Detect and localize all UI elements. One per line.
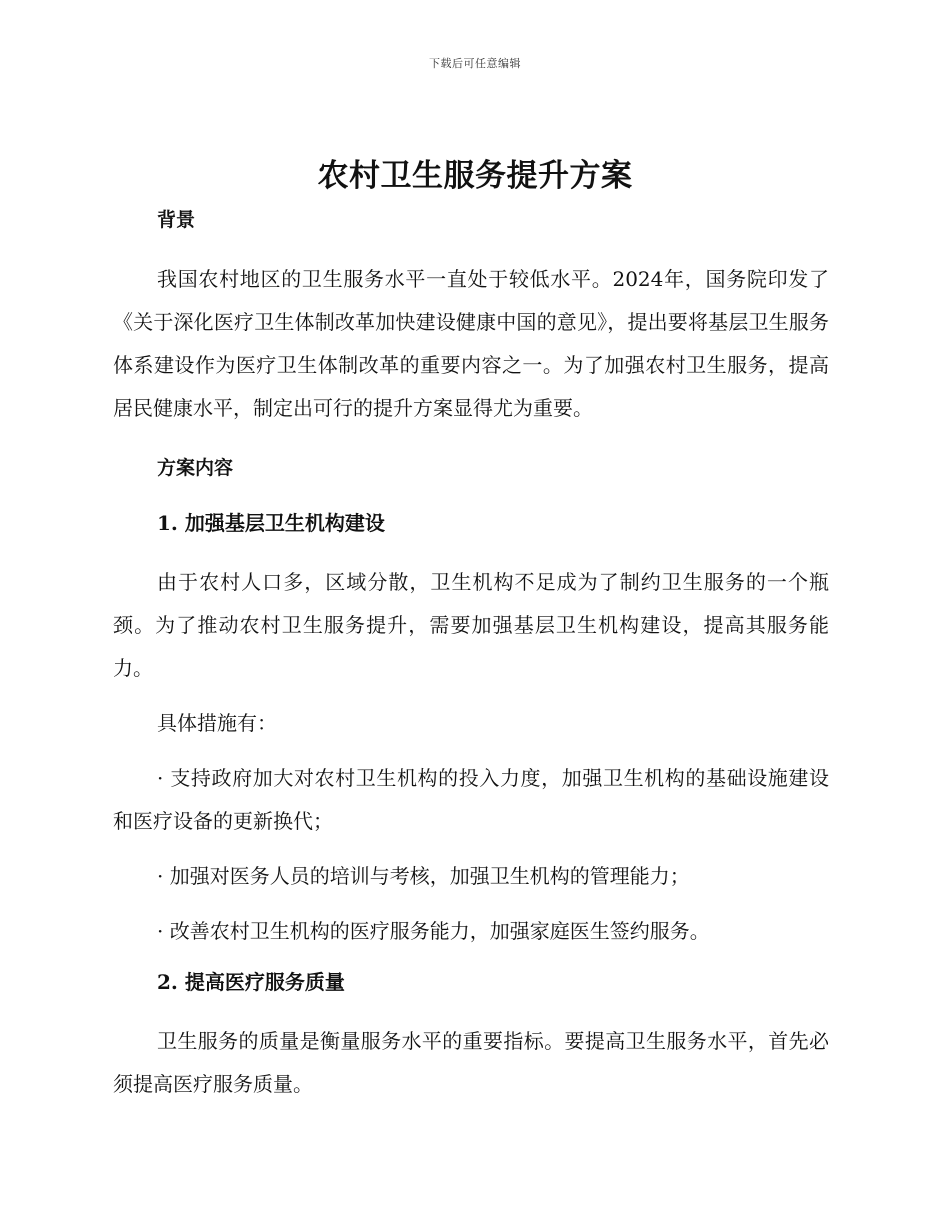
document-body <box>113 203 829 1106</box>
paragraph-background: 我国农村地区的卫生服务水平一直处于较低水平。2024年，国务院印发了《关于深化医疗卫生体制改革加快建设健康中国的意见》，提出要将基层卫生服务体系建设作为医疗卫生体制改革的重要内容之一。为了加强农村卫生服务，提高居民健康水平，制定出可行的提升方案显得尤为重要。 <box>113 267 829 420</box>
measures-label: 具体措施有： <box>157 711 277 735</box>
measure-item: · 加强对医务人员的培训与考核，加强卫生机构的管理能力； <box>157 864 690 888</box>
subsection-heading-2: 2. 提高医疗服务质量 <box>157 970 345 994</box>
section-heading-plan: 方案内容 <box>157 457 234 479</box>
paragraph-item2: 卫生服务的质量是衡量服务水平的重要指标。要提高卫生服务水平，首先必须提高医疗服务质量。 <box>113 1029 829 1096</box>
section-heading-background: 背景 <box>157 209 196 231</box>
measure-item: · 改善农村卫生机构的医疗服务能力，加强家庭医生签约服务。 <box>157 919 710 943</box>
document-title: 农村卫生服务提升方案 <box>317 158 633 194</box>
paragraph-item1: 由于农村人口多，区域分散，卫生机构不足成为了制约卫生服务的一个瓶颈。为了推动农村卫生服务提升，需要加强基层卫生机构建设，提高其服务能力。 <box>113 570 829 680</box>
subsection-heading-1: 1. 加强基层卫生机构建设 <box>157 511 385 535</box>
measure-item: · 支持政府加大对农村卫生机构的投入力度，加强卫生机构的基础设施建设和医疗设备的更新换代； <box>113 766 829 833</box>
header-note: 下载后可任意编辑 <box>429 57 521 70</box>
